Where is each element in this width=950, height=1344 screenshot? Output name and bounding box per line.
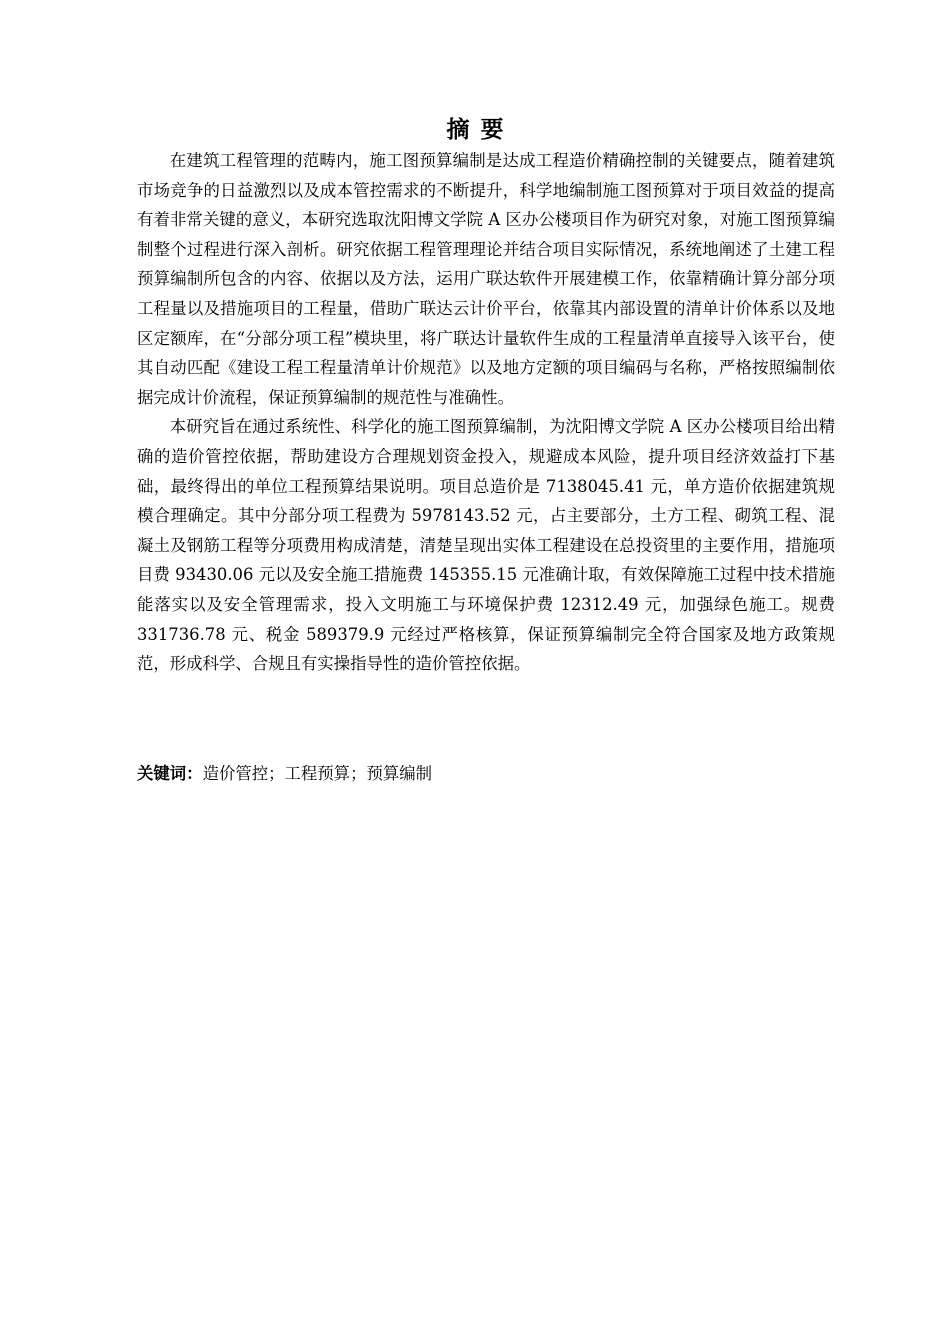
keywords-label: 关键词： <box>137 764 203 783</box>
abstract-paragraph-2: 本研究旨在通过系统性、科学化的施工图预算编制，为沈阳博文学院 A 区办公楼项目给出精确的造价管控依据，帮助建设方合理规划资金投入，规避成本风险，提升项目经济效益打下基础，最终得出的单位工程预算结果说明。项目总造价是 7138045.41 元，单方造价依据建筑规模合理确定。其中分部分项工程费为 5978143.52 元，占主要部分，土方工程、砌筑工程、混凝土及钢筋工程等分项费用构成清楚，清楚呈现出实体工程建设在总投资里的主要作用，措施项目费 93430.06 元以及安全施工措施费 145355.15 元准确计取，有效保障施工过程中技术措施能落实以及安全管理需求，投入文明施工与环境保护费 12312.49 元，加强绿色施工。规费 331736.78 元、税金 589379.9 元经过严格核算，保证预算编制完全符合国家及地方政策规范，形成科学、合规且有实操指导性的造价管控依据。 <box>137 417 835 674</box>
abstract-body <box>137 146 835 679</box>
keywords-text: 造价管控；工程预算；预算编制 <box>202 764 433 783</box>
keywords-line <box>137 759 835 789</box>
abstract-paragraph-1: 在建筑工程管理的范畴内，施工图预算编制是达成工程造价精确控制的关键要点，随着建筑市场竞争的日益激烈以及成本管控需求的不断提升，科学地编制施工图预算对于项目效益的提高有着非常关键的意义，本研究选取沈阳博文学院 A 区办公楼项目作为研究对象，对施工图预算编制整个过程进行深入剖析。研究依据工程管理理论并结合项目实际情况，系统地阐述了土建工程预算编制所包含的内容、依据以及方法，运用广联达软件开展建模工作，依靠精确计算分部分项工程量以及措施项目的工程量，借助广联达云计价平台，依靠其内部设置的清单计价体系以及地区定额库，在“分部分项工程”模块里，将广联达计量软件生成的工程量清单直接导入该平台，使其自动匹配《建设工程工程量清单计价规范》以及地方定额的项目编码与名称，严格按照编制依据完成计价流程，保证预算编制的规范性与准确性。 <box>137 151 835 407</box>
abstract-title: 摘要 <box>446 117 515 143</box>
